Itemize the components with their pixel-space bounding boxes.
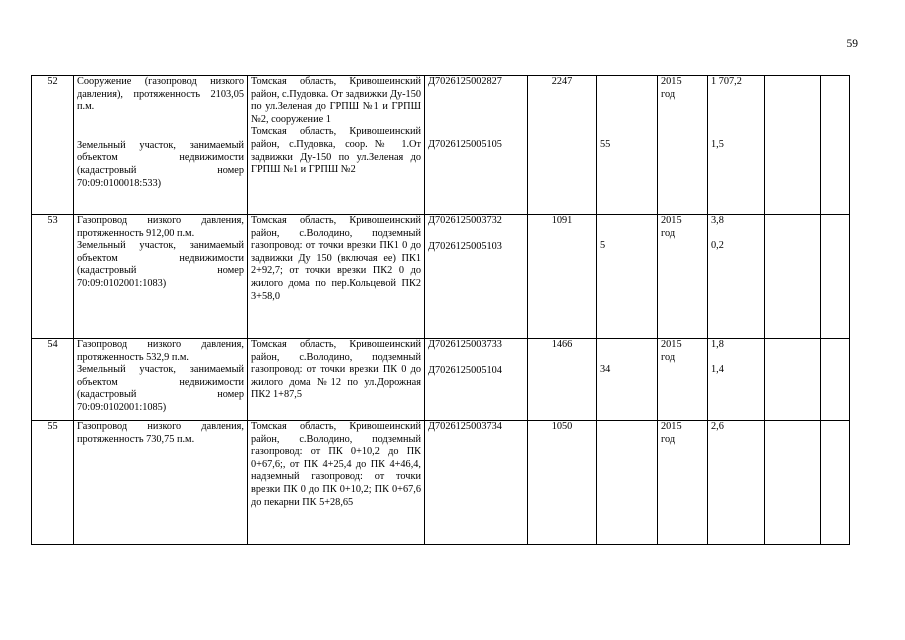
area-value: 34 [600,364,611,375]
land-plot-code: Д7026125005104 [428,364,502,376]
length-cell: 1466 [528,339,597,421]
address-cell [248,76,425,215]
land-plot-address: Томская область, Кривошеинский район, с.Пудовка, соор.№ 1.От задвижки Ду-150 по ул.Зеленая до ГРПШ №1 и ГРПШ №2 [251,126,421,176]
table-row [32,76,850,215]
value-cell [708,215,765,339]
length-cell: 1091 [528,215,597,339]
land-plot-value: 0,2 [711,239,724,251]
object-code: Д7026125003734 [428,421,502,432]
area-cell [597,215,658,339]
year-cell [658,421,708,545]
col-10-cell [821,421,850,545]
object-name: Газопровод низкого давления, протяженность 730,75 п.м. [77,421,244,445]
address-cell [248,421,425,545]
land-plot-name: Земельный участок, занимаемый объектом недвижимости (кадастровый номер 70:09:0100018:533) [77,139,244,189]
col-10-cell [821,215,850,339]
object-value: 2,6 [711,421,724,432]
object-name-cell [74,76,248,215]
object-address: Томская область, Кривошеинский район, с.Володино, подземный газопровод: от точки врезки ПК 0 до жилого дома №12 по ул.Дорожная ПК2 1+87,5 [251,339,421,401]
value-cell [708,339,765,421]
land-plot-name: Земельный участок, занимаемый объектом недвижимости (кадастровый номер 70:09:0102001:1083) [77,240,244,289]
registry-code-cell [425,215,528,339]
land-plot-value: 1,5 [711,138,724,150]
col-10-cell [821,339,850,421]
col-9-cell [765,339,821,421]
table-row [32,421,850,545]
object-code: Д7026125003733 [428,339,502,350]
land-plot-code: Д7026125005105 [428,138,502,150]
registry-code-cell [425,76,528,215]
address-cell [248,215,425,339]
value-cell [708,421,765,545]
object-value: 1,8 [711,339,724,350]
year-cell [658,76,708,215]
value-cell [708,76,765,215]
area-cell [597,339,658,421]
year-value: 2015 год [661,421,682,445]
table-row [32,339,850,421]
object-name-cell [74,339,248,421]
object-value: 1 707,2 [711,76,742,87]
registry-code-cell [425,339,528,421]
registry-code-cell [425,421,528,545]
col-9-cell [765,421,821,545]
object-code: Д7026125003732 [428,215,502,226]
object-address: Томская область, Кривошеинский район, с.Володино, подземный газопровод: от ПК 0+10,2 до ПК 0+67,6;, от ПК 4+25,4 до ПК 4+46,4, надземный газопровод: от точки врезки ПК 0 до ПК 0+10,2; ПК 0+67,6 до пекарни ПК 5+28,65 [251,421,421,508]
page-number: 59 [846,38,858,50]
year-cell [658,339,708,421]
length-cell: 1050 [528,421,597,545]
year-value: 2015 год [661,339,682,363]
land-plot-value: 1,4 [711,363,724,375]
year-value: 2015 год [661,76,682,100]
table-row [32,215,850,339]
area-value: 55 [600,139,611,150]
object-name: Сооружение (газопровод низкого давления), протяженность 2103,05 п.м. [77,76,244,113]
area-value: 5 [600,240,606,251]
row-number: 55 [32,421,74,545]
object-name: Газопровод низкого давления, протяженность 532,9 п.м. [77,339,244,363]
row-number: 52 [32,76,74,215]
area-cell [597,76,658,215]
object-name-cell [74,421,248,545]
col-10-cell [821,76,850,215]
length-cell: 2247 [528,76,597,215]
col-9-cell [765,215,821,339]
year-cell [658,215,708,339]
object-address: Томская область, Кривошеинский район, с.Пудовка. От задвижки Ду-150 по ул.Зеленая до ГРПШ №1 и ГРПШ №2, сооружение 1 [251,76,421,125]
property-registry-table [31,75,850,545]
row-number: 53 [32,215,74,339]
col-9-cell [765,76,821,215]
area-cell [597,421,658,545]
object-code: Д7026125002827 [428,76,502,87]
object-name: Газопровод низкого давления, протяженность 912,00 п.м. [77,215,244,239]
object-address: Томская область, Кривошеинский район, с.Володино, подземный газопровод: от точки врезки ПК1 0 до задвижки Ду 150 (включая ее) ПК1 2+92,7; от точки врезки ПК2 0 до жилого дома по пер.Кольцевой ПК2 3+58,0 [251,215,421,302]
land-plot-name: Земельный участок, занимаемый объектом недвижимости (кадастровый номер 70:09:0102001:1085) [77,364,244,413]
object-name-cell [74,215,248,339]
address-cell [248,339,425,421]
year-value: 2015 год [661,215,682,239]
object-value: 3,8 [711,215,724,226]
row-number: 54 [32,339,74,421]
land-plot-code: Д7026125005103 [428,240,502,252]
